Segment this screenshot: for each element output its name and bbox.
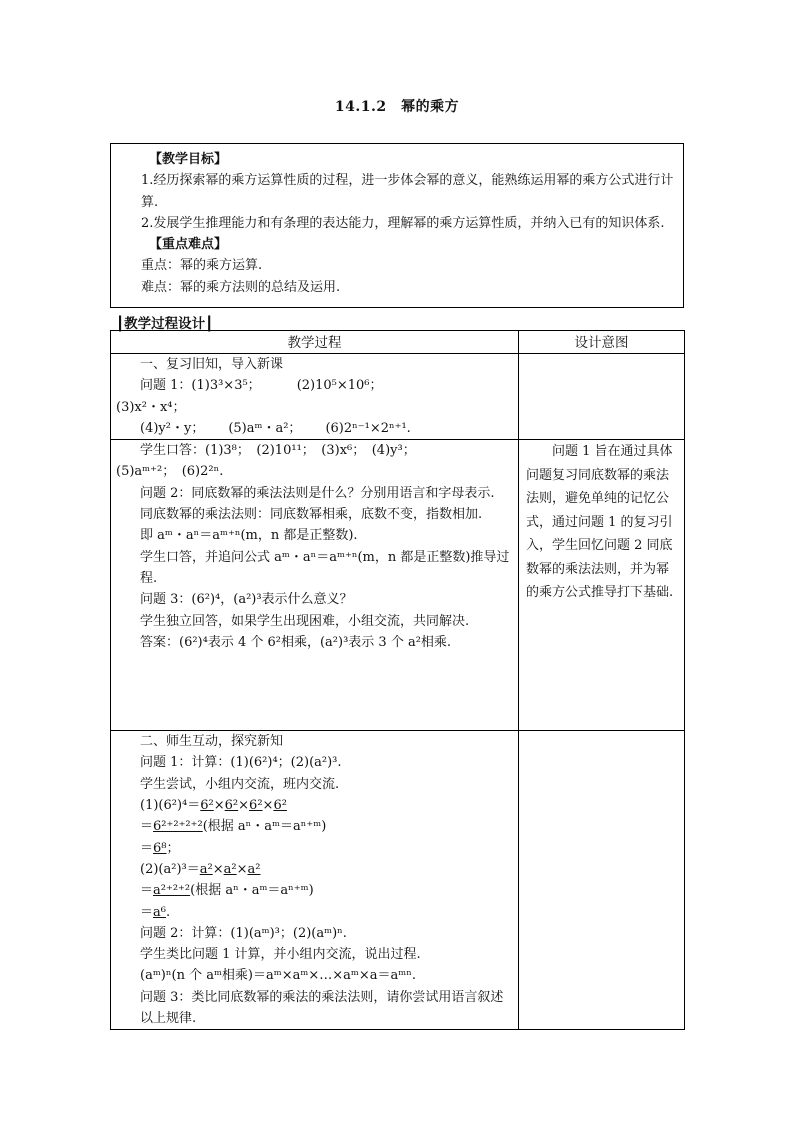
power-term: 6²⁺²⁺²⁺² bbox=[153, 819, 203, 835]
section-title: 一、复习旧知，导入新课 bbox=[140, 357, 284, 372]
expression: (2)10⁵×10⁶； bbox=[296, 378, 383, 394]
objectives-box bbox=[110, 143, 684, 308]
solution-line: (1)(6²)⁴＝6²×6²×6²×6² bbox=[140, 798, 287, 814]
question-label: 问题 1： bbox=[140, 378, 192, 394]
factor: 6² bbox=[249, 798, 263, 814]
review-answers-cell bbox=[111, 440, 519, 731]
question-2: 问题 2：计算：(1)(aᵐ)³；(2)(aᵐ)ⁿ. bbox=[140, 925, 347, 941]
solution-line bbox=[116, 902, 513, 923]
solution-line: (2)(a²)³＝a²×a²×a² bbox=[140, 861, 261, 877]
question-line bbox=[116, 375, 513, 396]
answer-text: 答案：(6²)⁴表示 4 个 6²相乘，(a²)³表示 3 个 a²相乘. bbox=[140, 634, 452, 650]
objective-2: 2.发展学生推理能力和有条理的表达能力，理解幂的乘方运算性质，并纳入已有的知识体系. bbox=[141, 215, 665, 231]
equals: ＝ bbox=[140, 883, 154, 899]
question-line bbox=[116, 397, 513, 418]
factor: 6² bbox=[224, 798, 239, 814]
expression: (1)3³×3⁵； bbox=[191, 378, 261, 394]
expression: (4)y²・y； bbox=[140, 420, 205, 436]
factor: a² bbox=[199, 861, 213, 877]
activity-text: 学生尝试，小组内交流，班内交流. bbox=[140, 776, 340, 792]
section-title: 二、师生互动，探究新知 bbox=[140, 734, 284, 750]
general-formula: (aᵐ)ⁿ(n 个 aᵐ相乘)＝aᵐ×aᵐ×…×aᵐ×a＝aᵐⁿ. bbox=[140, 968, 416, 984]
factor: a² bbox=[247, 861, 261, 877]
answers-line: (5)aᵐ⁺²； (6)2²ⁿ. bbox=[116, 464, 224, 480]
key-point: 重点：幂的乘方运算. bbox=[141, 258, 263, 274]
process-design-label: ┃教学过程设计┃ bbox=[116, 316, 214, 332]
question-1: 问题 1：计算：(1)(6²)⁴；(2)(a²)³. bbox=[140, 755, 342, 771]
question-line bbox=[116, 418, 513, 439]
answers-line: 学生口答：(1)3⁸； (2)10¹¹； (3)x⁶； (4)y³； bbox=[140, 443, 416, 459]
objectives-heading: 【教学目标】 bbox=[149, 152, 228, 167]
result: a⁶ bbox=[153, 904, 166, 920]
difficult-point: 难点：幂的乘方法则的总结及运用. bbox=[141, 279, 341, 295]
factor: 6² bbox=[273, 798, 287, 814]
followup-text: 学生口答，并追问公式 aᵐ・aⁿ＝aᵐ⁺ⁿ(m，n 都是正整数)推导过程. bbox=[140, 549, 510, 586]
question-3: 问题 3：类比同底数幂的乘法的乘法法则，请你尝试用语言叙述以上规律. bbox=[140, 989, 504, 1027]
expression: (5)aᵐ・a²； bbox=[228, 420, 302, 436]
header-intent: 设计意图 bbox=[519, 331, 685, 354]
solution-line bbox=[116, 880, 513, 901]
page-title: 14.1.2 幂的乘方 bbox=[334, 99, 460, 115]
rule-note: (根据 aⁿ・aᵐ＝aⁿ⁺ᵐ) bbox=[190, 883, 314, 899]
intent-cell bbox=[519, 731, 685, 1030]
solution-line bbox=[116, 838, 513, 859]
table-row bbox=[111, 731, 685, 1030]
solution-prefix: (2)(a²)³＝ bbox=[140, 861, 200, 877]
factor: 6² bbox=[200, 798, 214, 814]
punctuation: . bbox=[165, 904, 171, 920]
factor: a² bbox=[223, 861, 237, 877]
objective-1: 1.经历探索幂的乘方运算性质的过程，进一步体会幂的意义，能熟练运用幂的乘方公式进行计算. bbox=[141, 173, 674, 210]
header-process: 教学过程 bbox=[111, 331, 519, 354]
question-3: 问题 3：(6²)⁴，(a²)³表示什么意义？ bbox=[140, 592, 353, 608]
intent-cell bbox=[519, 440, 685, 731]
key-difficult-heading: 【重点难点】 bbox=[149, 237, 228, 253]
design-intent-text: 问题 1 旨在通过具体问题复习同底数幂的乘法法则，避免单纯的记忆公式，通过问题 1 的复习引入，学生回忆问题 2 同底数幂的乘法法则，并为幂的乘方公式推导打下基础. bbox=[526, 444, 674, 601]
equals: ＝ bbox=[140, 840, 154, 856]
solution-line bbox=[116, 816, 513, 837]
activity-text: 学生类比问题 1 计算，并小组内交流，说出过程. bbox=[140, 947, 421, 963]
table-row bbox=[111, 440, 685, 731]
expression: (3)x²・x⁴； bbox=[116, 399, 186, 415]
equals: ＝ bbox=[140, 819, 154, 835]
lesson-table bbox=[110, 330, 685, 1030]
punctuation: ； bbox=[166, 840, 180, 856]
rule-note: (根据 aⁿ・aᵐ＝aⁿ⁺ᵐ) bbox=[202, 819, 327, 835]
review-cell bbox=[111, 354, 519, 440]
solution-prefix: (1)(6²)⁴＝ bbox=[140, 798, 201, 814]
question-2: 问题 2：同底数幂的乘法法则是什么？分别用语言和字母表示. bbox=[140, 485, 495, 501]
rule-formula: 即 aᵐ・aⁿ＝aᵐ⁺ⁿ(m，n 都是正整数). bbox=[140, 528, 358, 544]
expression: (6)2ⁿ⁻¹×2ⁿ⁺¹. bbox=[325, 420, 411, 436]
result: 6⁸ bbox=[153, 840, 167, 856]
equals: ＝ bbox=[140, 904, 154, 920]
explore-cell bbox=[111, 731, 519, 1030]
power-term: a²⁺²⁺² bbox=[153, 883, 191, 899]
student-response: 学生独立回答，如果学生出现困难，小组交流，共同解决. bbox=[140, 613, 470, 629]
intent-cell bbox=[519, 354, 685, 440]
table-row bbox=[111, 354, 685, 440]
rule-text: 同底数幂的乘法法则：同底数幂相乘，底数不变，指数相加. bbox=[140, 507, 483, 523]
